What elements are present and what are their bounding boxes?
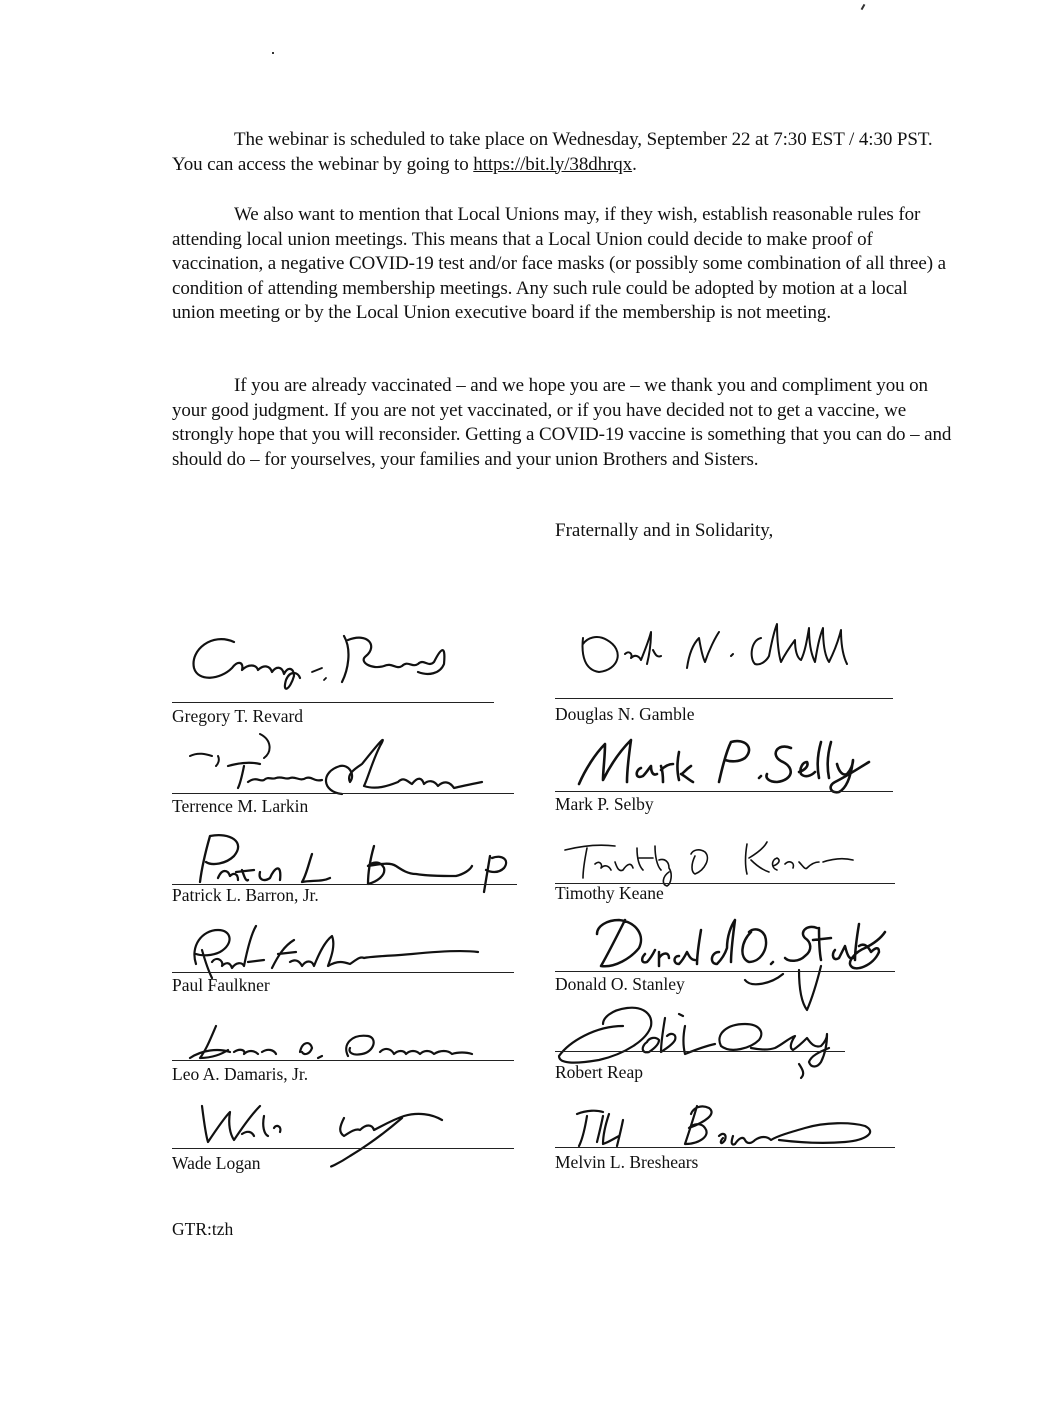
signatory-name: Douglas N. Gamble <box>555 704 695 724</box>
signature-line <box>555 698 893 699</box>
signature-block <box>172 916 517 1006</box>
signature-image <box>555 610 900 695</box>
webinar-text: The webinar is scheduled to take place on Wednesday, September 22 at 7:30 EST / 4:30 PST. You can access the webinar by going to <box>172 129 933 175</box>
signature-line <box>172 1148 514 1149</box>
signature-line <box>555 791 893 792</box>
closing-salutation: Fraternally and in Solidarity, <box>555 520 774 541</box>
signature-image <box>555 722 900 797</box>
signatory-name: Gregory T. Revard <box>172 706 304 726</box>
signature-block <box>172 1096 517 1186</box>
signature-image <box>172 726 517 801</box>
typist-initials: GTR:tzh <box>172 1219 234 1239</box>
signature-block <box>555 610 900 724</box>
signature-block <box>555 906 900 1006</box>
signature-line <box>172 702 494 703</box>
webinar-link[interactable]: https://bit.ly/38dhrqx <box>473 153 633 175</box>
signature-line <box>172 972 514 973</box>
signatory-name: Terrence M. Larkin <box>172 796 309 816</box>
scan-speck <box>272 52 274 54</box>
signatory-name: Mark P. Selby <box>555 794 654 814</box>
signatory-name: Melvin L. Breshears <box>555 1152 699 1172</box>
signatory-name: Robert Reap <box>555 1062 643 1082</box>
webinar-end: . <box>632 153 637 175</box>
signature-block <box>555 722 900 822</box>
signature-block <box>172 1006 517 1096</box>
signatory-name: Paul Faulkner <box>172 975 270 995</box>
signature-line <box>172 793 514 794</box>
signature-line <box>172 1060 514 1061</box>
signature-line <box>555 1147 895 1148</box>
paragraph-local-rules: We also want to mention that Local Unions may, if they wish, establish reasonable rules for attending local union meetings. This means that a Local Union could decide to make proof of vaccination, a negative COVID-19 test and/or face masks (or possibly some combination of all three) a condition of attending membership meetings. Any such rule could be adopted by motion at a local union meeting or by the Local Union executive board if the membership is not meeting. <box>172 204 946 323</box>
signature-line <box>555 971 895 972</box>
scan-speck <box>861 4 866 10</box>
signatory-name: Leo A. Damaris, Jr. <box>172 1064 309 1084</box>
signatory-name: Timothy Keane <box>555 883 664 903</box>
paragraph-vaccination: If you are already vaccinated – and we hope you are – we thank you and compliment you on your good judgment. If you are not yet vaccinated, or if you have decided not to get a vaccine, we strongly hope that you will reconsider. Getting a COVID-19 vaccine is something that you can do – and should do – for yourselves, your families and your union Brothers and Sisters. <box>172 375 952 470</box>
signatory-name: Patrick L. Barron, Jr. <box>172 885 319 905</box>
signature-block <box>172 620 517 730</box>
signature-block <box>555 994 900 1094</box>
signature-block <box>555 828 900 918</box>
signature-block <box>172 826 517 916</box>
paragraph-webinar <box>172 128 952 177</box>
signature-line <box>555 1051 845 1052</box>
signature-block <box>172 726 517 826</box>
signature-image <box>172 620 517 705</box>
signatory-name: Donald O. Stanley <box>555 974 685 994</box>
signature-block <box>555 1092 900 1187</box>
signatory-name: Wade Logan <box>172 1153 261 1173</box>
